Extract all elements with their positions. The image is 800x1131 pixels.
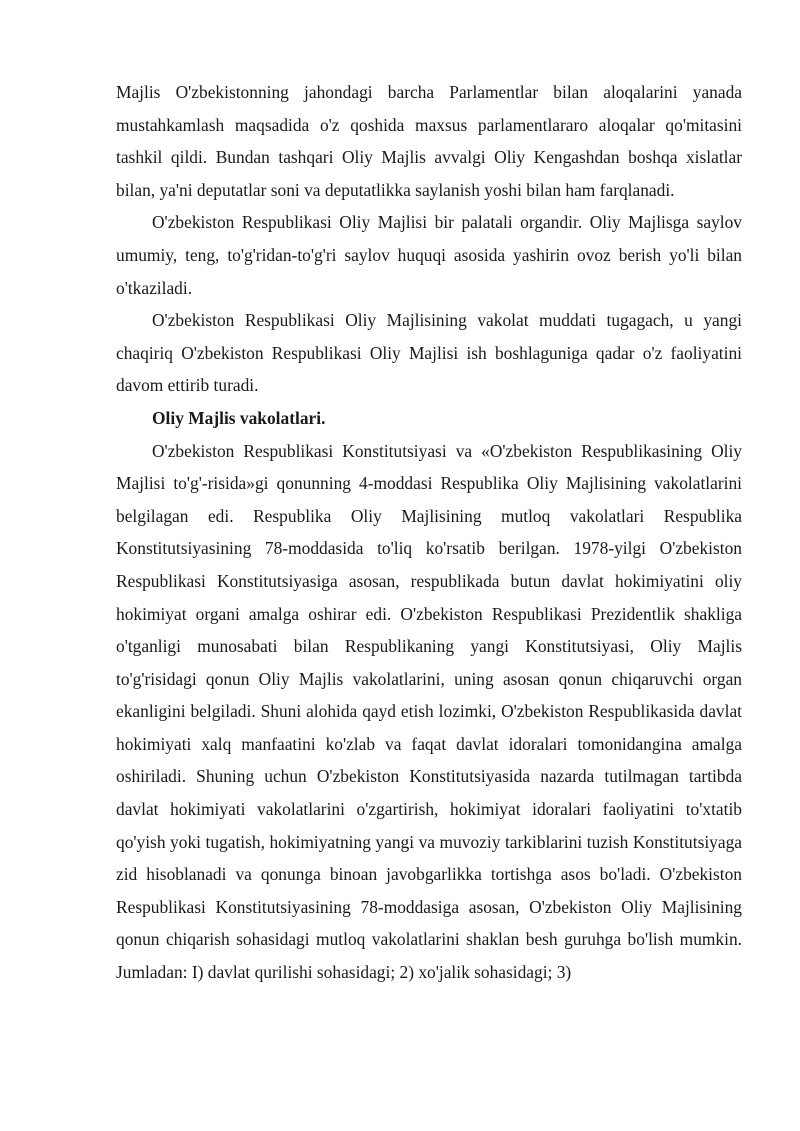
paragraph-continuation: Majlis O'zbekistonning jahondagi barcha Parlamentlar bilan aloqalarini yanada mustahkamlash maqsadida o'z qoshida maxsus parlamentlararo aloqalar qo'mitasini tashkil qildi. Bundan tashqari Oliy Majlis avvalgi Oliy Kengashdan boshqa xislatlar bilan, ya'ni deputatlar soni va deputatlikka saylanish yoshi bilan ham farqlanadi. bbox=[116, 82, 742, 200]
section-heading: Oliy Majlis vakolatlari. bbox=[152, 407, 326, 428]
paragraph-single-chamber: O'zbekiston Respublikasi Oliy Majlisi bir palatali organdir. Oliy Majlisga saylov umumiy, teng, to'g'ridan-to'g'ri saylov huquqi asosida yashirin ovoz berish yo'li bilan o'tkaziladi. bbox=[116, 212, 742, 298]
paragraph-powers: O'zbekiston Respublikasi Konstitutsiyasi va «O'zbekiston Respublikasining Oliy Majlisi to'g'-risida»gi qonunning 4-moddasi Respublika Oliy Majlisining vakolatlarini belgilagan edi. Respublika Oliy Majlisining mutloq vakolatlari Respublika Konstitutsiyasining 78-moddasida to'liq ko'rsatib berilgan. 1978-yilgi O'zbekiston Respublikasi Konstitutsiyasiga asosan, respublikada butun davlat hokimiyatini oliy hokimiyat organi amalga oshirar edi. O'zbekiston Respublikasi Prezidentlik shakliga o'tganligi munosabati bilan Respublikaning yangi Konstitutsiyasi, Oliy Majlis to'g'risidagi qonun Oliy Majlis vakolatlarini, uning asosan qonun chiqaruvchi organ ekanligini belgiladi. Shuni alohida qayd etish lozimki, O'zbekiston Respublikasida davlat hokimiyati xalq manfaatini ko'zlab va faqat davlat idoralari tomonidangina amalga oshiriladi. Shuning uchun O'zbekiston Konstitutsiyasida nazarda tutilmagan tartibda davlat hokimiyati vakolatlarini o'zgartirish, hokimiyat idoralari faoliyatini to'xtatib qo'yish yoki tugatish, hokimiyatning yangi va muvoziy tarkiblarini tuzish Konstitutsiyaga zid hisoblanadi va qonunga binoan javobgarlikka tortishga asos bo'ladi. O'zbekiston Respublikasi Konstitutsiyasining 78-moddasiga asosan, O'zbekiston Oliy Majlisining qonun chiqarish sohasidagi mutloq vakolatlarini shaklan besh guruhga bo'lish mumkin. Jumladan: I) davlat qurilishi sohasidagi; 2) xo'jalik sohasidagi; 3) bbox=[116, 440, 742, 983]
paragraph-term-of-office: O'zbekiston Respublikasi Oliy Majlisining vakolat muddati tugagach, u yangi chaqiriq O'zbekiston Respublikasi Oliy Majlisi ish boshlaguniga qadar o'z faoliyatini davom ettirib turadi. bbox=[116, 310, 742, 396]
document-page bbox=[116, 76, 742, 989]
